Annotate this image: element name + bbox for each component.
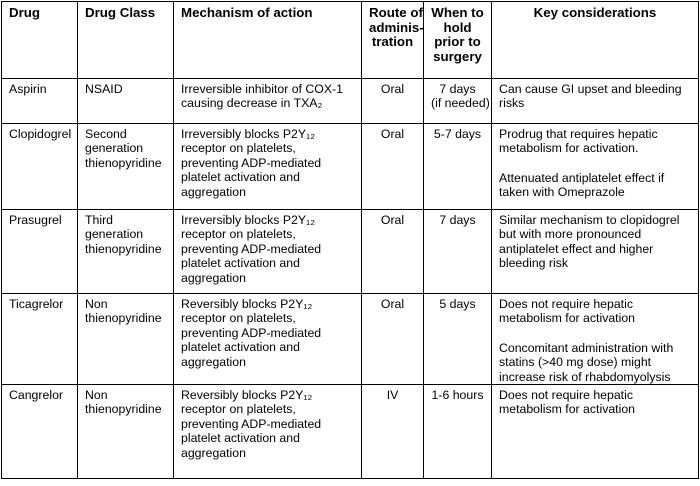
cell-route: Oral — [362, 124, 424, 210]
paragraph-gap — [499, 326, 691, 341]
cell-mechanism-line: preventing ADP-mediated — [181, 241, 322, 256]
header-drug: Drug — [2, 2, 78, 79]
cell-drug-class — [78, 124, 174, 210]
cell-key-line: Similar mechanism to clopidogrel — [499, 213, 680, 227]
cell-hold-line: 5-7 days — [433, 127, 482, 141]
cell-key-considerations — [492, 124, 699, 210]
cell-mechanism-line: receptor on platelets, — [181, 402, 296, 417]
cell-drug-class-line: generation — [85, 141, 144, 156]
cell-drug-class — [78, 385, 174, 479]
cell-drug-class — [78, 210, 174, 294]
cell-key-considerations — [492, 210, 699, 294]
cell-drug-class-line: thienopyridine — [85, 311, 162, 326]
cell-drug-class-line: thienopyridine — [85, 241, 162, 256]
cell-hold-line: 5 days — [439, 297, 476, 311]
cell-drug-class-line: thienopyridine — [85, 155, 162, 170]
header-route-line: tration — [371, 34, 414, 50]
cell-drug-class — [78, 79, 174, 124]
table-row — [2, 294, 699, 385]
header-key-considerations: Key considerations — [492, 2, 699, 79]
cell-drug-class-line: Non — [85, 388, 108, 403]
cell-key-line: risks — [499, 96, 525, 111]
cell-mechanism-line: platelet activation and — [181, 340, 300, 355]
cell-key-line: taken with Omeprazole — [499, 185, 625, 200]
cell-key-considerations — [492, 79, 699, 124]
cell-key-line: statins (>40 mg dose) might — [499, 355, 652, 370]
cell-mechanism-line: receptor on platelets, — [181, 311, 296, 326]
cell-route: IV — [362, 385, 424, 479]
cell-key-line: but with more pronounced — [499, 227, 642, 242]
header-hold-line: hold — [443, 19, 472, 35]
cell-hold-line: 1-6 hours — [431, 388, 484, 403]
cell-hold-line: (if needed) — [431, 96, 490, 111]
cell-mechanism-line: Reversibly blocks P2Y₁₂ — [181, 297, 313, 311]
header-row — [2, 2, 699, 79]
cell-mechanism — [174, 124, 362, 210]
header-hold-line: prior to — [434, 34, 481, 50]
header-route-line: Route of — [369, 5, 423, 20]
cell-hold — [424, 385, 492, 479]
cell-mechanism-line: platelet activation and — [181, 431, 300, 446]
cell-mechanism-line: aggregation — [181, 184, 246, 199]
header-drug-class: Drug Class — [78, 2, 174, 79]
cell-hold-line: 7 days — [439, 82, 476, 96]
cell-mechanism-line: aggregation — [181, 445, 246, 460]
cell-mechanism-line: preventing ADP-mediated — [181, 325, 322, 340]
cell-mechanism — [174, 385, 362, 479]
cell-drug-class-line: Third — [85, 213, 114, 227]
cell-route: Oral — [362, 294, 424, 385]
cell-mechanism-line: Reversibly blocks P2Y₁₂ — [181, 388, 313, 403]
cell-mechanism-line: receptor on platelets, — [181, 227, 296, 242]
cell-mechanism-line: aggregation — [181, 270, 246, 285]
cell-hold-line: 7 days — [439, 213, 476, 227]
header-mechanism: Mechanism of action — [174, 2, 362, 79]
cell-mechanism-line: Irreversible inhibitor of COX-1 — [181, 82, 343, 96]
cell-drug: Cangrelor — [2, 385, 78, 479]
cell-key-line: Can cause GI upset and bleeding — [499, 82, 682, 96]
cell-drug-class-line: Non — [85, 297, 108, 311]
cell-key-line: metabolism for activation. — [499, 141, 639, 156]
cell-drug-class-line: Second — [85, 127, 127, 141]
cell-key-line: metabolism for activation — [499, 402, 636, 417]
cell-key-line: Attenuated antiplatelet effect if — [499, 170, 665, 185]
cell-hold — [424, 79, 492, 124]
cell-mechanism-line: preventing ADP-mediated — [181, 416, 322, 431]
cell-route: Oral — [362, 79, 424, 124]
cell-mechanism-line: Irreversibly blocks P2Y₁₂ — [181, 213, 315, 227]
header-hold-line: surgery — [433, 48, 482, 64]
cell-mechanism-line: platelet activation and — [181, 170, 300, 185]
cell-key-line: Prodrug that requires hepatic — [499, 127, 658, 141]
cell-key-line: Concomitant administration with — [499, 340, 674, 355]
cell-mechanism-line: preventing ADP-mediated — [181, 155, 322, 170]
cell-key-line: bleeding risk — [499, 256, 569, 271]
cell-mechanism-line: Irreversibly blocks P2Y₁₂ — [181, 127, 315, 141]
table-row — [2, 79, 699, 124]
cell-mechanism-line: causing decrease in TXA₂ — [181, 96, 323, 111]
table-row — [2, 385, 699, 479]
paragraph-gap — [499, 156, 691, 171]
cell-key-line: Does not require hepatic — [499, 388, 633, 403]
cell-mechanism — [174, 294, 362, 385]
cell-key-considerations — [492, 385, 699, 479]
drug-comparison-table — [1, 1, 699, 479]
cell-drug-class-line: thienopyridine — [85, 402, 162, 417]
cell-key-line: metabolism for activation — [499, 311, 636, 326]
cell-key-line: Does not require hepatic — [499, 297, 633, 311]
cell-hold — [424, 210, 492, 294]
cell-drug: Clopidogrel — [2, 124, 78, 210]
cell-drug: Aspirin — [2, 79, 78, 124]
cell-drug-class — [78, 294, 174, 385]
table-row — [2, 210, 699, 294]
header-route-line: adminis- — [369, 19, 424, 35]
cell-key-considerations — [492, 294, 699, 385]
cell-mechanism — [174, 79, 362, 124]
cell-drug: Ticagrelor — [2, 294, 78, 385]
cell-hold — [424, 294, 492, 385]
cell-route: Oral — [362, 210, 424, 294]
cell-drug-class-line: NSAID — [85, 82, 123, 96]
cell-mechanism — [174, 210, 362, 294]
header-hold-line: When to — [431, 5, 484, 20]
cell-mechanism-line: aggregation — [181, 354, 246, 369]
cell-drug-class-line: generation — [85, 227, 144, 242]
cell-key-line: increase risk of rhabdomyolysis — [499, 369, 671, 384]
cell-mechanism-line: receptor on platelets, — [181, 141, 296, 156]
header-route — [362, 2, 424, 79]
cell-key-line: antiplatelet effect and higher — [499, 241, 654, 256]
table-body — [2, 79, 699, 479]
header-hold — [424, 2, 492, 79]
cell-hold — [424, 124, 492, 210]
cell-mechanism-line: platelet activation and — [181, 256, 300, 271]
table-row — [2, 124, 699, 210]
cell-drug: Prasugrel — [2, 210, 78, 294]
